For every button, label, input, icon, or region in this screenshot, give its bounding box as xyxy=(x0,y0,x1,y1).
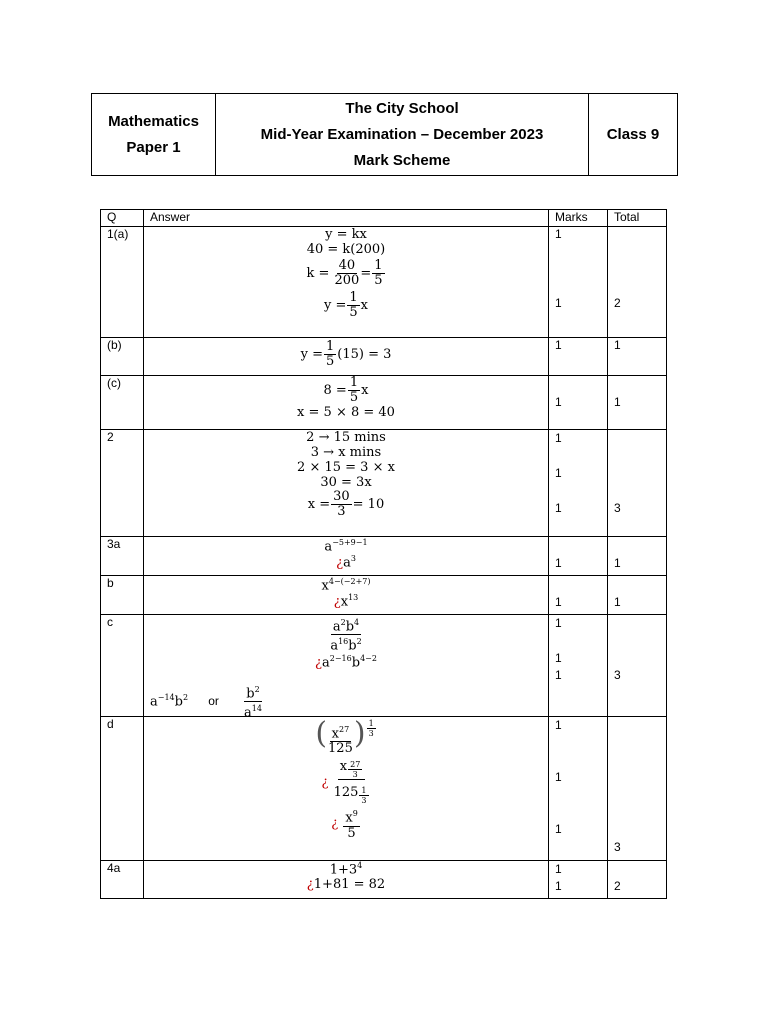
math-text: = xyxy=(360,266,372,281)
total-value: 1 xyxy=(608,338,667,376)
denominator: 5 xyxy=(349,390,359,405)
table-row xyxy=(101,338,667,376)
numerator: 40 xyxy=(338,258,356,273)
denominator xyxy=(334,780,370,805)
fraction xyxy=(330,616,361,654)
question-number: 4a xyxy=(101,861,144,899)
marks-cell xyxy=(549,537,608,576)
math-text: a xyxy=(343,555,351,571)
math-text: 1+3 xyxy=(329,862,358,878)
class-label: Class 9 xyxy=(606,125,660,143)
exponent: 27 xyxy=(339,724,350,734)
answer-line xyxy=(144,716,548,757)
numerator xyxy=(338,760,366,780)
mark-value: 1 xyxy=(555,595,562,609)
numerator: 1 xyxy=(361,786,367,796)
marks-cell xyxy=(549,861,608,899)
answer-cell xyxy=(144,861,549,899)
math-text: y = xyxy=(324,298,347,313)
numerator: 1 xyxy=(349,375,359,390)
answer-cell xyxy=(144,430,549,537)
exponent-fraction xyxy=(359,786,368,805)
answer-line: x = 5 × 8 = 40 xyxy=(297,405,395,420)
fraction xyxy=(324,340,336,369)
title-cell xyxy=(216,94,589,175)
table-row xyxy=(101,430,667,537)
answer-cell xyxy=(144,615,549,721)
total-value: 1 xyxy=(614,395,621,409)
question-number: (c) xyxy=(101,376,144,430)
table-row xyxy=(101,576,667,615)
math-text: (15) = 3 xyxy=(337,347,392,362)
exponent: 2 xyxy=(182,693,189,702)
exponent: 3 xyxy=(350,554,356,564)
mark-value: 1 xyxy=(555,822,562,836)
answer-line xyxy=(144,376,548,405)
question-number: d xyxy=(101,717,144,861)
answer-line: 30 = 3x xyxy=(320,475,372,490)
total-cell xyxy=(608,430,667,537)
column-header-total: Total xyxy=(608,210,667,227)
answer-cell xyxy=(144,576,549,615)
exponent: −14 xyxy=(157,693,175,702)
mark-value: 1 xyxy=(555,227,562,241)
fraction xyxy=(347,291,359,320)
math-text: 8 = xyxy=(323,383,347,398)
column-header-marks: Marks xyxy=(549,210,608,227)
math-text: a xyxy=(332,619,341,635)
mark-value: 1 xyxy=(555,501,562,515)
numerator xyxy=(331,616,361,635)
mark-value: 1 xyxy=(555,770,562,784)
marks-cell xyxy=(549,227,608,338)
numerator: 27 xyxy=(350,760,361,770)
question-number: 1(a) xyxy=(101,227,144,338)
math-text: a xyxy=(150,694,158,710)
total-cell xyxy=(608,576,667,615)
fraction xyxy=(372,259,384,288)
math-text: x xyxy=(331,726,340,742)
exponent: 2 xyxy=(340,618,346,627)
question-number: c xyxy=(101,615,144,717)
total-value: 1 xyxy=(614,556,621,570)
denominator: 3 xyxy=(337,504,346,519)
math-text: ¿ xyxy=(321,775,329,791)
math-text: b xyxy=(246,686,255,702)
mark-value: 1 xyxy=(555,651,562,665)
exponent: 4 xyxy=(354,618,360,627)
denominator: 3 xyxy=(368,729,374,738)
answer-line xyxy=(144,760,548,805)
math-text: b xyxy=(345,619,355,635)
math-text: a xyxy=(324,539,333,555)
school-name: The City School xyxy=(345,99,459,117)
math-text: x xyxy=(345,810,353,826)
fraction xyxy=(331,490,352,519)
total-cell xyxy=(608,537,667,576)
marks-cell xyxy=(549,717,608,861)
total-value: 3 xyxy=(614,501,621,515)
answer-line xyxy=(144,538,548,554)
answer-line xyxy=(144,877,548,892)
math-text: b xyxy=(351,654,361,670)
fraction xyxy=(328,723,353,756)
exponent: 16 xyxy=(338,637,349,647)
answer-line xyxy=(144,861,548,877)
marks-cell xyxy=(549,430,608,537)
exponent-fraction xyxy=(367,719,376,738)
total-cell xyxy=(608,615,667,717)
numerator: 30 xyxy=(333,489,350,504)
total-value: 1 xyxy=(614,595,621,609)
math-text: x xyxy=(360,298,368,313)
exam-title: Mid-Year Examination – December 2023 xyxy=(260,125,544,143)
exponent: 9 xyxy=(352,809,358,819)
paper-label: Paper 1 xyxy=(126,138,181,156)
mark-value: 1 xyxy=(555,668,562,682)
mark-value: 1 xyxy=(555,616,562,630)
column-header-q: Q xyxy=(101,210,144,227)
header-box xyxy=(91,93,678,176)
math-text: (200) xyxy=(350,242,386,257)
answer-line xyxy=(144,340,548,369)
answer-line xyxy=(144,616,548,654)
answer-line xyxy=(144,291,548,320)
math-text: ¿ xyxy=(315,654,322,670)
numerator xyxy=(244,683,261,702)
total-cell xyxy=(608,717,667,861)
exponent-fraction xyxy=(348,760,362,779)
math-text: x xyxy=(339,759,348,775)
math-text: a xyxy=(330,638,339,654)
denominator: 5 xyxy=(347,825,356,841)
numerator xyxy=(330,723,352,742)
answer-line xyxy=(144,490,548,519)
exponent: 2−16 xyxy=(329,653,352,663)
table-row xyxy=(101,537,667,576)
total-cell xyxy=(608,861,667,899)
mark-scheme-table xyxy=(100,209,667,899)
mark-value: 1 xyxy=(555,879,562,893)
answer-cell xyxy=(144,717,549,861)
math-text: x = xyxy=(307,497,331,512)
table-header-row xyxy=(101,210,667,227)
denominator: 3 xyxy=(352,770,358,780)
total-value: 3 xyxy=(614,840,621,854)
exponent: 14 xyxy=(251,704,262,714)
math-text: x xyxy=(321,578,329,594)
numerator xyxy=(343,807,359,826)
fraction xyxy=(348,376,360,405)
question-number: b xyxy=(101,576,144,615)
alternative-answer xyxy=(150,683,263,721)
mark-value: 1 xyxy=(555,862,562,876)
answer-cell xyxy=(144,537,549,576)
denominator: 125 xyxy=(328,741,353,757)
math-text: ¿ xyxy=(331,816,339,832)
total-cell xyxy=(608,227,667,338)
math-text: 125 xyxy=(333,785,359,801)
denominator: 3 xyxy=(361,796,367,806)
total-cell xyxy=(608,376,667,430)
math-text: ¿ xyxy=(336,555,344,571)
mark-value: 1 xyxy=(555,718,562,732)
answer-line xyxy=(144,577,548,593)
fraction xyxy=(343,807,359,840)
table-row xyxy=(101,227,667,338)
answer-line xyxy=(144,593,548,609)
fraction xyxy=(244,683,262,721)
marks-cell xyxy=(549,376,608,430)
table-row xyxy=(101,861,667,899)
question-number: 2 xyxy=(101,430,144,537)
answer-line xyxy=(144,242,548,257)
math-text: ¿ xyxy=(333,594,341,610)
mark-value: 1 xyxy=(555,466,562,480)
table-row xyxy=(101,376,667,430)
answer-cell xyxy=(144,338,549,376)
answer-cell xyxy=(144,227,549,338)
math-text: x xyxy=(361,383,369,398)
exponent: 4−(−2+7) xyxy=(328,577,371,586)
numerator: 1 xyxy=(325,339,335,354)
math-text: 1+81 = 82 xyxy=(313,877,386,893)
answer-line: y = kx xyxy=(325,227,367,242)
mark-value: 1 xyxy=(555,395,562,409)
document-title: Mark Scheme xyxy=(353,151,451,169)
math-text: 40 = k xyxy=(306,242,351,257)
denominator: 5 xyxy=(374,273,383,288)
total-value: 2 xyxy=(614,296,621,310)
math-text: a xyxy=(244,705,252,721)
answer-line xyxy=(144,259,548,288)
exponent: 13 xyxy=(348,593,359,603)
total-value: 2 xyxy=(614,879,621,893)
denominator: 5 xyxy=(325,354,335,369)
answer-cell xyxy=(144,376,549,430)
math-text: b xyxy=(174,694,183,710)
math-text: = 10 xyxy=(352,497,385,512)
numerator: 1 xyxy=(374,258,383,273)
or-label: or xyxy=(208,694,219,709)
exponent: 4 xyxy=(357,861,363,870)
math-text: x xyxy=(340,594,349,610)
marks-cell xyxy=(549,576,608,615)
subject-label: Mathematics xyxy=(108,112,199,130)
exponent: 2 xyxy=(254,685,260,694)
mark-value: 1 xyxy=(549,338,608,376)
math-text: y = xyxy=(300,347,323,362)
class-cell xyxy=(589,94,677,175)
math-text: k = xyxy=(306,266,330,281)
answer-line: 3 → x mins xyxy=(310,445,382,460)
denominator: 5 xyxy=(349,305,358,320)
paren-left-icon: ( xyxy=(315,716,328,751)
mark-value: 1 xyxy=(555,296,562,310)
answer-line xyxy=(144,554,548,570)
answer-line: 2 → 15 mins xyxy=(306,430,386,445)
denominator xyxy=(330,635,361,653)
answer-line xyxy=(144,807,548,840)
table-row xyxy=(101,717,667,861)
column-header-answer: Answer xyxy=(144,210,549,227)
exponent: −5+9−1 xyxy=(332,538,368,547)
question-number: 3a xyxy=(101,537,144,576)
numerator: 1 xyxy=(349,290,358,305)
table-row xyxy=(101,615,667,717)
subject-cell xyxy=(92,94,216,175)
math-text: a xyxy=(322,654,330,670)
numerator: 1 xyxy=(368,719,374,728)
paren-right-icon: ) xyxy=(353,716,366,751)
mark-value: 1 xyxy=(555,556,562,570)
marks-cell xyxy=(549,615,608,717)
fraction xyxy=(335,259,360,288)
question-number: (b) xyxy=(101,338,144,376)
answer-line xyxy=(144,654,548,670)
total-value: 3 xyxy=(614,668,621,682)
denominator: 200 xyxy=(334,273,360,288)
exponent: 2 xyxy=(356,637,362,647)
math-text: ¿ xyxy=(306,877,314,893)
answer-line: 2 × 15 = 3 × x xyxy=(297,460,395,475)
exponent: 4−2 xyxy=(360,653,377,663)
mark-value: 1 xyxy=(555,431,562,445)
fraction xyxy=(334,760,370,805)
math-text: b xyxy=(348,638,357,654)
